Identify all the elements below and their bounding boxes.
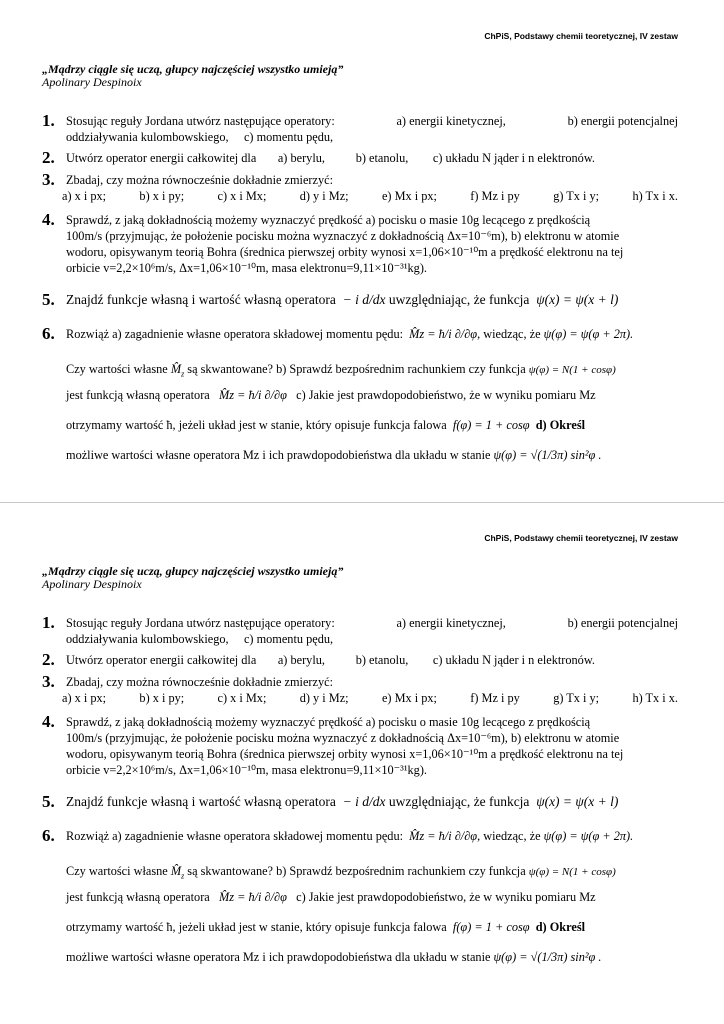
author: Apolinary Despinoix (42, 577, 142, 591)
task-6-line-3: jest funkcją własną operatora M̂z = ħ/i ∂/∂φ c) Jakie jest prawdopodobieństwo, że w wyniku pomiaru Mz (66, 388, 596, 402)
header: ChPiS, Podstawy chemii teoretycznej, IV zestaw (484, 533, 678, 543)
quote: „Mądrzy ciągle się uczą, głupcy najczęściej wszystko umieją” (42, 62, 344, 76)
task-2: 2. Utwórz operator energii całkowitej dla a) berylu, b) etanolu, c) układu N jąder i n elektronów. (42, 148, 595, 167)
task-3: 3. Zbadaj, czy można równocześnie dokładnie zmierzyć: a) x i px; b) x i py; c) x i Mx; d) y i Mz; e) Mx i px; f) Mz i py g) Tx i y; h) Tx i x. (42, 672, 678, 705)
task-6: 6. Rozwiąż a) zagadnienie własne operatora składowej momentu pędu: M̂z = ħ/i ∂/∂φ, wiedząc, że ψ(φ) = ψ(φ + 2π). (42, 826, 634, 845)
task-6-line-5: możliwe wartości własne operatora Mz i ich prawdopodobieństwa dla układu w stanie ψ(φ) = √(1/3π) sin²φ . (66, 950, 602, 964)
task-6-line-5: możliwe wartości własne operatora Mz i ich prawdopodobieństwa dla układu w stanie ψ(φ) = √(1/3π) sin²φ . (66, 448, 602, 462)
task-1: 1. Stosując reguły Jordana utwórz następujące operatory: a) energii kinetycznej, b) energii potencjalnej oddziaływania kulombowskiego, c) momentu pędu, (42, 111, 678, 144)
task-6-line-4: otrzymamy wartość ħ, jeżeli układ jest w stanie, który opisuje funkcja falowa f(φ) = 1 + cosφ d) Określ (66, 418, 586, 432)
task-6-line-4: otrzymamy wartość ħ, jeżeli układ jest w stanie, który opisuje funkcja falowa f(φ) = 1 + cosφ d) Określ (66, 920, 586, 934)
task-3: 3. Zbadaj, czy można równocześnie dokładnie zmierzyć: a) x i px; b) x i py; c) x i Mx; d) y i Mz; e) Mx i px; f) Mz i py g) Tx i y; h) Tx i x. (42, 170, 678, 203)
header: ChPiS, Podstawy chemii teoretycznej, IV zestaw (484, 31, 678, 41)
page-divider (0, 502, 724, 503)
author: Apolinary Despinoix (42, 75, 142, 89)
task-6-line-2: Czy wartości własne $M̂_z$ są skwantowane? b) Sprawdź bezpośrednim rachunkiem czy funkcja ψ(φ) = N(1 + cosφ) (66, 362, 616, 379)
task-6: 6. Rozwiąż a) zagadnienie własne operatora składowej momentu pędu: M̂z = ħ/i ∂/∂φ, wiedząc, że ψ(φ) = ψ(φ + 2π). (42, 324, 634, 343)
task-4: 4. Sprawdź, z jaką dokładnością możemy wyznaczyć prędkość a) pocisku o masie 10g lecącego z prędkością 100m/s (przyjmując, że położenie pocisku można wyznaczyć z dokładnością Δx=10⁻⁶m), b) elektronu w atomie wodoru, opisywanym teorią Bohra (średnica pierwszej orbity wynosi x=1,06×10⁻¹⁰m a prędkość elektronu na tej orbicie v=2,2×10⁶m/s, Δx=1,06×10⁻¹⁰m, masa elektronu=9,11×10⁻³¹kg). (42, 712, 624, 777)
task-4: 4. Sprawdź, z jaką dokładnością możemy wyznaczyć prędkość a) pocisku o masie 10g lecącego z prędkością 100m/s (przyjmując, że położenie pocisku można wyznaczyć z dokładnością Δx=10⁻⁶m), b) elektronu w atomie wodoru, opisywanym teorią Bohra (średnica pierwszej orbity wynosi x=1,06×10⁻¹⁰m a prędkość elektronu na tej orbicie v=2,2×10⁶m/s, Δx=1,06×10⁻¹⁰m, masa elektronu=9,11×10⁻³¹kg). (42, 210, 624, 275)
task-6-line-2: Czy wartości własne $M̂_z$ są skwantowane? b) Sprawdź bezpośrednim rachunkiem czy funkcja ψ(φ) = N(1 + cosφ) (66, 864, 616, 881)
task-1: 1. Stosując reguły Jordana utwórz następujące operatory: a) energii kinetycznej, b) energii potencjalnej oddziaływania kulombowskiego, c) momentu pędu, (42, 613, 678, 646)
task-5: 5. Znajdź funkcje własną i wartość własną operatora − i d/dx uwzględniając, że funkcja ψ(x) = ψ(x + l) (42, 792, 619, 811)
task-6-line-3: jest funkcją własną operatora M̂z = ħ/i ∂/∂φ c) Jakie jest prawdopodobieństwo, że w wyniku pomiaru Mz (66, 890, 596, 904)
task-5: 5. Znajdź funkcje własną i wartość własną operatora − i d/dx uwzględniając, że funkcja ψ(x) = ψ(x + l) (42, 290, 619, 309)
task-2: 2. Utwórz operator energii całkowitej dla a) berylu, b) etanolu, c) układu N jąder i n elektronów. (42, 650, 595, 669)
quote: „Mądrzy ciągle się uczą, głupcy najczęściej wszystko umieją” (42, 564, 344, 578)
